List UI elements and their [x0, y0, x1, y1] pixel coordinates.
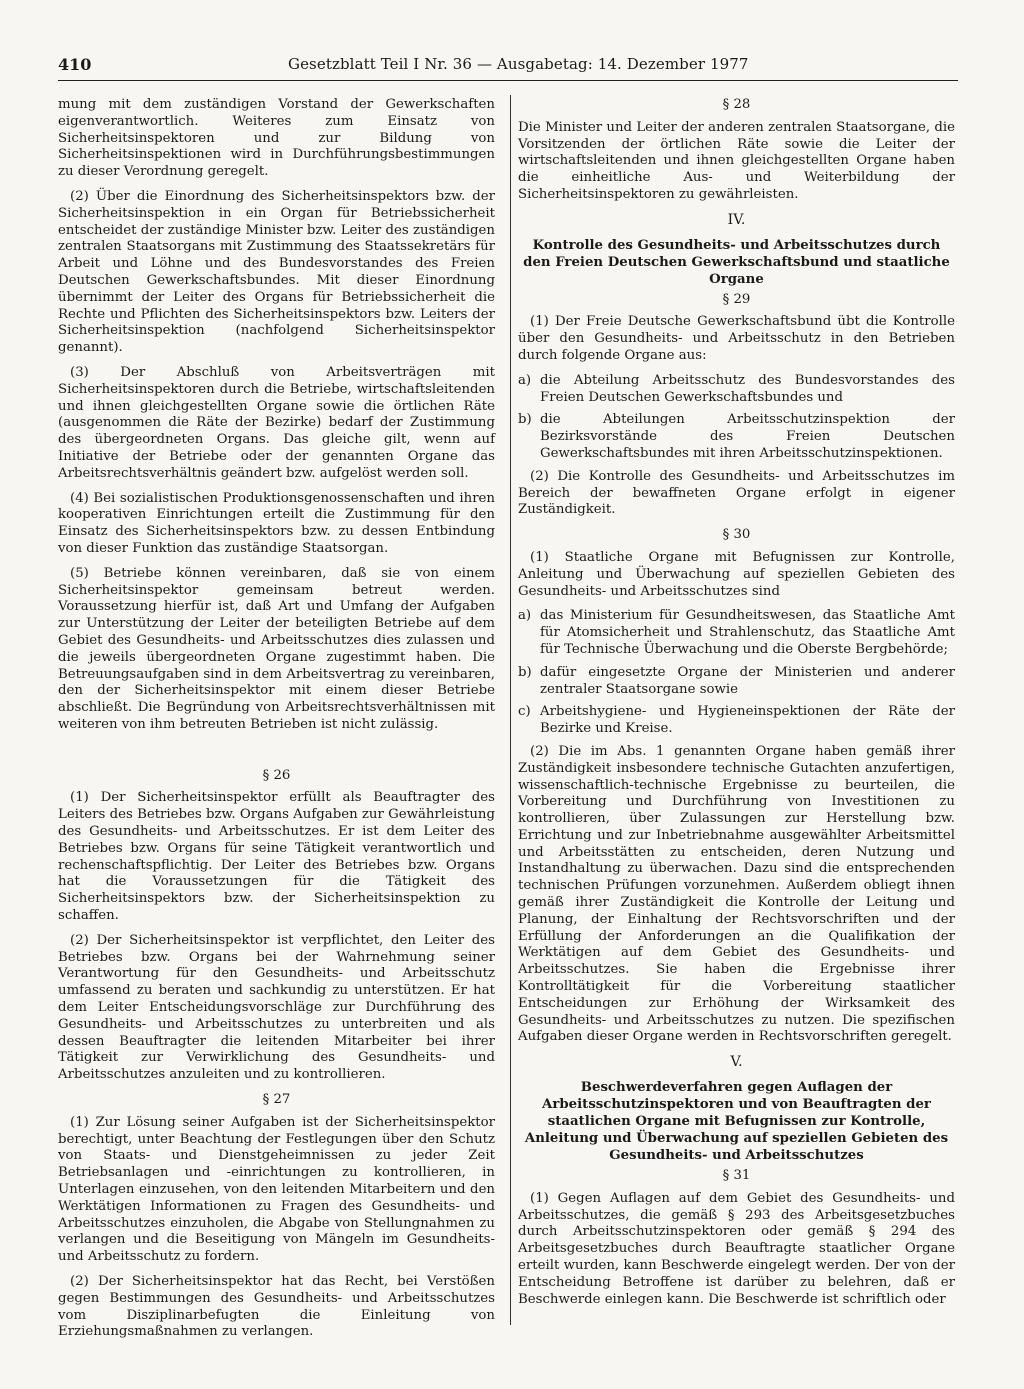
paragraph: (1) Staatliche Organe mit Befugnissen zur Kontrolle, Anleitung und Überwachung auf speziellen Gebieten des Gesundheits- und Arbeitsschutzes sind [518, 549, 955, 599]
section-heading-28: § 28 [722, 97, 751, 112]
list-text: die Abteilungen Arbeitsschutzinspektion der Bezirksvorstände des Freien Deutschen Gewerkschaftsbundes mit ihren Arbeitsschutzinspektionen. [540, 412, 955, 461]
paragraph: (2) Über die Einordnung des Sicherheitsinspektors bzw. der Sicherheitsinspektion in ein Organ für Betriebssicherheit entscheidet der zuständige Minister bzw. Leiter des zuständigen zentralen Staatsorgans mit Zustimmung des Staatssekretärs für Arbeit und Löhne und des Bundesvorstandes des Freien Deutschen Gewerkschaftsbundes. Mit dieser Einordnung übernimmt der Leiter des Organs für Betriebssicherheit die Rechte und Pflichten des Sicherheitsinspektors bzw. Leiters der Sicherheitsinspektion (nachfolgend Sicherheitsinspektor genannt). [58, 188, 495, 356]
paragraph: (2) Die im Abs. 1 genannten Organe haben gemäß ihrer Zuständigkeit insbesondere technische Gutachten anzufertigen, wissenschaftlich-technische Ergebnisse zu beurteilen, die Vorbereitung und Durchführung von Investitionen zu kontrollieren, über Zulassungen zur Herstellung bzw. Errichtung und zur Inbetriebnahme ausgewählter Arbeitsmittel und Arbeitsstätten zu entscheiden, deren Nutzung und Instandhaltung zu überwachen. Dazu sind die entsprechenden technischen Prüfungen vorzunehmen. Außerdem obliegt ihnen gemäß ihrer Zuständigkeit die Kontrolle der Leitung und Planung, der Einhaltung der Rechtsvorschriften und der Erfüllung der Anforderungen an die Qualifikation der Werktätigen auf dem Gebiet des Gesundheits- und Arbeitsschutzes. Sie haben die Ergebnisse ihrer Kontrolltätigkeit für die Vorbereitung staatlicher Entscheidungen zur Erhöhung der Wirksamkeit des Gesundheits- und Arbeitsschutzes zu nutzen. Die spezifischen Aufgaben dieser Organe werden in Rechtsvorschriften geregelt. [518, 743, 955, 1045]
paragraph: (4) Bei sozialistischen Produktionsgenossenschaften und ihren kooperativen Einrichtungen erteilt die Zustimmung für den Einsatz des Sicherheitsinspektors bzw. zu dessen Entbindung von dieser Funktion das zuständige Staatsorgan. [58, 490, 495, 556]
paragraph: (2) Der Sicherheitsinspektor hat das Recht, bei Verstößen gegen Bestimmungen des Gesundheits- und Arbeitsschutzes vom Disziplinarbefugten die Einleitung von Erziehungsmaßnahmen zu verlangen. [58, 1274, 495, 1340]
section-heading-27: § 27 [262, 1092, 291, 1108]
section-heading-29: § 29 [722, 291, 751, 307]
page-header [58, 55, 958, 79]
paragraph: Die Minister und Leiter der anderen zentralen Staatsorgane, die Vorsitzenden der örtlichen Räte sowie die Leiter der wirtschaftsleitenden und ihnen gleichgestellten Organe haben die einheitliche Aus- und Weiterbildung der Sicherheitsinspektoren zu gewährleisten. [518, 119, 955, 202]
header-rule [58, 80, 958, 81]
list-text: die Abteilung Arbeitsschutz des Bundesvorstandes des Freien Deutschen Gewerkschaftsbundes und [540, 372, 955, 405]
list-item [518, 412, 955, 462]
section-heading-30: § 30 [722, 527, 751, 543]
chapter-number-v: V. [730, 1054, 743, 1071]
list-item [518, 373, 955, 407]
paragraph: (1) Der Sicherheitsinspektor erfüllt als Beauftragter des Leiters des Betriebes bzw. Organs Aufgaben zur Gewährleistung des Gesundheits- und Arbeitsschutzes. Er ist dem Leiter des Betriebes bzw. Organs für seine Tätigkeit verantwortlich und rechenschaftspflichtig. Der Leiter des Betriebes bzw. Organs hat die Voraussetzungen für die Tätigkeit des Sicherheitsinspektors bzw. der Sicherheitsinspektion zu schaffen. [58, 790, 495, 924]
page-number: 410 [58, 55, 92, 74]
list-item [518, 608, 955, 658]
left-column [58, 97, 495, 1349]
spacer [58, 742, 495, 768]
section-heading-26: § 26 [262, 767, 291, 783]
paragraph: mung mit dem zuständigen Vorstand der Gewerkschaften eigenverantwortlich. Weiteres zum Einsatz von Sicherheitsinspektoren und zur Bildung von Sicherheitsinspektionen wird in Durchführungsbestimmungen zu dieser Verordnung geregelt. [58, 97, 495, 180]
list-label: a) [518, 372, 532, 388]
list-label: a) [518, 608, 532, 624]
list-label: b) [518, 412, 532, 428]
header-title: Gesetzblatt Teil I Nr. 36 — Ausgabetag: 14. Dezember 1977 [288, 55, 749, 73]
list-text: dafür eingesetzte Organe der Ministerien und anderer zentraler Staatsorgane sowie [540, 664, 955, 697]
column-divider [510, 95, 511, 1325]
list-label: c) [518, 704, 531, 720]
list-text: das Ministerium für Gesundheitswesen, das Staatliche Amt für Atomsicherheit und Strahlenschutz, das Staatliche Amt für Technische Überwachung und die Oberste Bergbehörde; [540, 608, 955, 657]
paragraph: (1) Der Freie Deutsche Gewerkschaftsbund übt die Kontrolle über den Gesundheits- und Arbeitsschutz in den Betrieben durch folgende Organe aus: [518, 314, 955, 363]
paragraph: (3) Der Abschluß von Arbeitsverträgen mit Sicherheitsinspektoren durch die Betriebe, wirtschaftsleitenden und ihnen gleichgestellten Organe sowie die örtlichen Räte (ausgenommen die Räte der Bezirke) bedarf der Zustimmung des übergeordneten Organs. Das gleiche gilt, wenn auf Initiative der Betriebe oder der genannten Organe das Arbeitsrechtsverhältnis geändert bzw. aufgelöst werden soll. [58, 364, 495, 481]
right-column [518, 97, 955, 1316]
chapter-title-iv: Kontrolle des Gesundheits- und Arbeitsschutzes durch den Freien Deutschen Gewerkschaftsbund und staatliche Organe [523, 237, 950, 287]
paragraph: (2) Die Kontrolle des Gesundheits- und Arbeitsschutzes im Bereich der bewaffneten Organe erfolgt in eigener Zuständigkeit. [518, 468, 955, 518]
paragraph: (1) Gegen Auflagen auf dem Gebiet des Gesundheits- und Arbeitsschutzes, die gemäß § 293 des Arbeitsgesetzbuches durch Arbeitsschutzinspektoren oder gemäß § 294 des Arbeitsgesetzbuches durch Beauftragte staatlicher Organe erteilt wurden, kann Beschwerde eingelegt werden. Der von der Entscheidung Betroffene ist darüber zu belehren, daß er Beschwerde einlegen kann. Die Beschwerde ist schriftlich oder [518, 1190, 955, 1307]
list-text: Arbeitshygiene- und Hygieneinspektionen der Räte der Bezirke und Kreise. [540, 704, 955, 737]
section-heading-31: § 31 [722, 1168, 751, 1184]
paragraph: (2) Der Sicherheitsinspektor ist verpflichtet, den Leiter des Betriebes bzw. Organs bei der Wahrnehmung seiner Verantwortung für den Gesundheits- und Arbeitsschutz umfassend zu beraten und sachkundig zu unterstützen. Er hat dem Leiter Entscheidungsvorschläge zur Durchführung des Gesundheits- und Arbeitsschutzes zu unterbreiten und als dessen Beauftragter die leitenden Mitarbeiter bei ihrer Tätigkeit zur Verwirklichung des Gesundheits- und Arbeitsschutzes anzuleiten und zu kontrollieren. [58, 932, 495, 1083]
list-item [518, 704, 955, 738]
list-item [518, 665, 955, 699]
chapter-title-v: Beschwerdeverfahren gegen Auflagen der Arbeitsschutzinspektoren und von Beauftragten der staatlichen Organe mit Befugnissen zur Kontrolle, Anleitung und Überwachung auf speziellen Gebieten des Gesundheits- und Arbeitsschutzes [524, 1080, 949, 1164]
paragraph: (1) Zur Lösung seiner Aufgaben ist der Sicherheitsinspektor berechtigt, unter Beachtung der Festlegungen über den Schutz von Staats- und Dienstgeheimnissen zu jeder Zeit Betriebsanlagen und -einrichtungen zu kontrollieren, in Unterlagen einzusehen, von den leitenden Mitarbeitern und den Werktätigen Informationen zu Fragen des Gesundheits- und Arbeitsschutzes einzuholen, die Abgabe von Stellungnahmen zu verlangen und die Beseitigung von Mängeln im Gesundheits- und Arbeitsschutz zu fordern. [58, 1114, 495, 1265]
paragraph: (5) Betriebe können vereinbaren, daß sie von einem Sicherheitsinspektor gemeinsam betreut werden. Voraussetzung hierfür ist, daß Art und Umfang der Aufgaben zur Unterstützung der Leiter der beteiligten Betriebe auf dem Gebiet des Gesundheits- und Arbeitsschutzes dies zulassen und die jeweils übergeordneten Organe zugestimmt haben. Die Betreuungsaufgaben sind in dem Arbeitsvertrag zu vereinbaren, den der Sicherheitsinspektor mit einem dieser Betriebe abschließt. Die Begründung von Arbeitsrechtsverhältnissen mit weiteren von ihm betreuten Betrieben ist nicht zulässig. [58, 565, 495, 732]
chapter-number-iv: IV. [727, 211, 746, 228]
list-label: b) [518, 664, 532, 680]
